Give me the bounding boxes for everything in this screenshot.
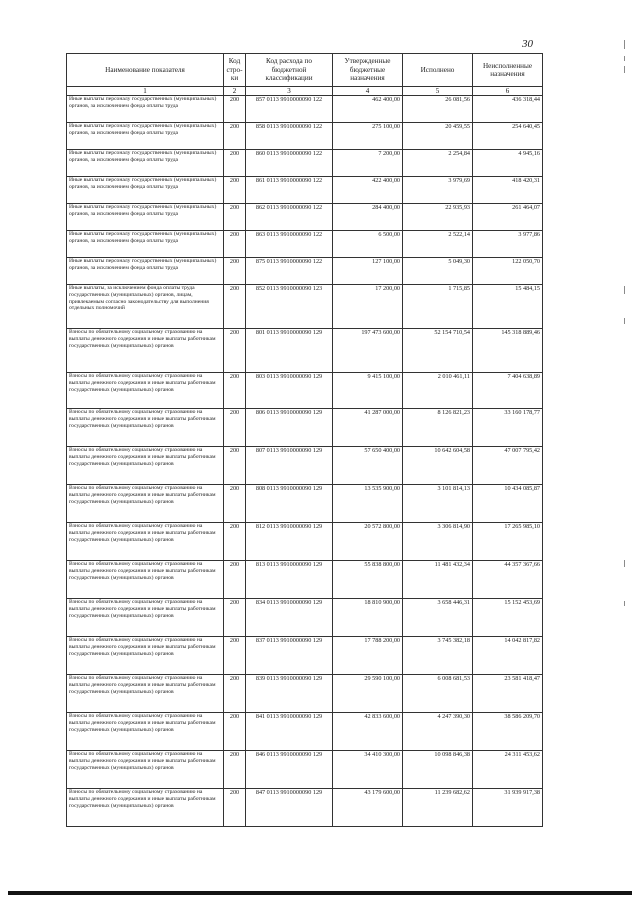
header-code: Код стро-ки bbox=[224, 54, 246, 87]
row-executed: 2 522,14 bbox=[403, 231, 473, 258]
row-approved: 17 200,00 bbox=[333, 285, 403, 329]
row-name: Взносы по обязательному социальному страхованию на выплаты денежного содержания и иные выплаты работникам государственных (муниципальных) органов bbox=[67, 713, 224, 751]
row-name: Иные выплаты, за исключением фонда оплаты труда государственных (муниципальных) органов, лицам, привлекаемым согласно законодательству для выполнения отдельных полномочий bbox=[67, 285, 224, 329]
row-unexecuted: 122 050,70 bbox=[473, 258, 543, 285]
row-classification: 806 0113 9910000090 129 bbox=[246, 409, 333, 447]
column-number: 4 bbox=[333, 87, 403, 96]
row-unexecuted: 15 484,15 bbox=[473, 285, 543, 329]
row-approved: 17 788 200,00 bbox=[333, 637, 403, 675]
row-approved: 18 810 900,00 bbox=[333, 599, 403, 637]
row-name: Взносы по обязательному социальному страхованию на выплаты денежного содержания и иные выплаты работникам государственных (муниципальных) органов bbox=[67, 485, 224, 523]
row-unexecuted: 418 420,31 bbox=[473, 177, 543, 204]
row-code: 200 bbox=[224, 150, 246, 177]
row-approved: 20 572 800,00 bbox=[333, 523, 403, 561]
row-unexecuted: 31 939 917,38 bbox=[473, 789, 543, 827]
row-classification: 801 0113 9910000090 129 bbox=[246, 329, 333, 373]
row-code: 200 bbox=[224, 561, 246, 599]
row-name: Иные выплаты персоналу государственных (муниципальных) органов, за исключением фонда оплаты труда bbox=[67, 150, 224, 177]
row-unexecuted: 261 464,07 bbox=[473, 204, 543, 231]
row-code: 200 bbox=[224, 123, 246, 150]
row-executed: 5 049,30 bbox=[403, 258, 473, 285]
row-classification: 863 0113 9910000090 122 bbox=[246, 231, 333, 258]
row-name: Взносы по обязательному социальному страхованию на выплаты денежного содержания и иные выплаты работникам государственных (муниципальных) органов bbox=[67, 409, 224, 447]
table-body bbox=[67, 96, 543, 827]
row-approved: 462 400,00 bbox=[333, 96, 403, 123]
row-approved: 7 200,00 bbox=[333, 150, 403, 177]
column-number: 6 bbox=[473, 87, 543, 96]
column-number: 3 bbox=[246, 87, 333, 96]
table-row bbox=[67, 231, 543, 258]
row-executed: 3 658 446,31 bbox=[403, 599, 473, 637]
table-row bbox=[67, 96, 543, 123]
row-unexecuted: 3 977,86 bbox=[473, 231, 543, 258]
table-header-row bbox=[67, 54, 543, 87]
row-executed: 6 008 681,53 bbox=[403, 675, 473, 713]
row-code: 200 bbox=[224, 789, 246, 827]
row-code: 200 bbox=[224, 409, 246, 447]
row-name: Взносы по обязательному социальному страхованию на выплаты денежного содержания и иные выплаты работникам государственных (муниципальных) органов bbox=[67, 789, 224, 827]
table-row bbox=[67, 523, 543, 561]
header-unexecuted: Неисполненные назначения bbox=[473, 54, 543, 87]
row-classification: 861 0113 9910000090 122 bbox=[246, 177, 333, 204]
table-row bbox=[67, 285, 543, 329]
row-code: 200 bbox=[224, 177, 246, 204]
row-executed: 8 126 821,23 bbox=[403, 409, 473, 447]
row-code: 200 bbox=[224, 258, 246, 285]
row-code: 200 bbox=[224, 447, 246, 485]
row-name: Взносы по обязательному социальному страхованию на выплаты денежного содержания и иные выплаты работникам государственных (муниципальных) органов bbox=[67, 447, 224, 485]
row-executed: 4 247 390,30 bbox=[403, 713, 473, 751]
row-executed: 11 481 432,34 bbox=[403, 561, 473, 599]
row-unexecuted: 436 318,44 bbox=[473, 96, 543, 123]
row-code: 200 bbox=[224, 485, 246, 523]
header-executed: Исполнено bbox=[403, 54, 473, 87]
row-executed: 1 715,85 bbox=[403, 285, 473, 329]
table-row bbox=[67, 637, 543, 675]
table-row bbox=[67, 789, 543, 827]
row-name: Взносы по обязательному социальному страхованию на выплаты денежного содержания и иные выплаты работникам государственных (муниципальных) органов bbox=[67, 637, 224, 675]
row-code: 200 bbox=[224, 523, 246, 561]
table-row bbox=[67, 675, 543, 713]
row-approved: 55 838 800,00 bbox=[333, 561, 403, 599]
row-code: 200 bbox=[224, 599, 246, 637]
row-unexecuted: 24 311 453,62 bbox=[473, 751, 543, 789]
row-classification: 860 0113 9910000090 122 bbox=[246, 150, 333, 177]
row-executed: 3 306 814,90 bbox=[403, 523, 473, 561]
row-approved: 43 179 600,00 bbox=[333, 789, 403, 827]
row-approved: 57 650 400,00 bbox=[333, 447, 403, 485]
row-name: Взносы по обязательному социальному страхованию на выплаты денежного содержания и иные выплаты работникам государственных (муниципальных) органов bbox=[67, 599, 224, 637]
table-row bbox=[67, 713, 543, 751]
table-row bbox=[67, 447, 543, 485]
table-row bbox=[67, 123, 543, 150]
row-code: 200 bbox=[224, 285, 246, 329]
row-executed: 10 642 604,58 bbox=[403, 447, 473, 485]
row-approved: 13 535 900,00 bbox=[333, 485, 403, 523]
header-classification: Код расхода по бюджетной классификации bbox=[246, 54, 333, 87]
row-classification: 813 0113 9910000090 129 bbox=[246, 561, 333, 599]
row-code: 200 bbox=[224, 231, 246, 258]
row-code: 200 bbox=[224, 637, 246, 675]
table-row bbox=[67, 561, 543, 599]
row-name: Взносы по обязательному социальному страхованию на выплаты денежного содержания и иные выплаты работникам государственных (муниципальных) органов bbox=[67, 751, 224, 789]
row-classification: 846 0113 9910000090 129 bbox=[246, 751, 333, 789]
row-unexecuted: 10 434 085,87 bbox=[473, 485, 543, 523]
column-number: 1 bbox=[67, 87, 224, 96]
page-number: 30 bbox=[522, 38, 533, 50]
row-classification: 839 0113 9910000090 129 bbox=[246, 675, 333, 713]
row-executed: 26 081,56 bbox=[403, 96, 473, 123]
row-executed: 3 101 814,13 bbox=[403, 485, 473, 523]
row-approved: 9 415 100,00 bbox=[333, 373, 403, 409]
row-unexecuted: 7 404 638,89 bbox=[473, 373, 543, 409]
row-classification: 862 0113 9910000090 122 bbox=[246, 204, 333, 231]
row-executed: 22 935,93 bbox=[403, 204, 473, 231]
row-approved: 34 410 300,00 bbox=[333, 751, 403, 789]
row-approved: 42 833 600,00 bbox=[333, 713, 403, 751]
row-code: 200 bbox=[224, 713, 246, 751]
row-executed: 2 254,84 bbox=[403, 150, 473, 177]
row-classification: 803 0113 9910000090 129 bbox=[246, 373, 333, 409]
row-name: Иные выплаты персоналу государственных (муниципальных) органов, за исключением фонда оплаты труда bbox=[67, 231, 224, 258]
row-unexecuted: 44 357 367,66 bbox=[473, 561, 543, 599]
row-classification: 834 0113 9910000090 129 bbox=[246, 599, 333, 637]
table-row bbox=[67, 329, 543, 373]
row-approved: 6 500,00 bbox=[333, 231, 403, 258]
row-code: 200 bbox=[224, 675, 246, 713]
row-unexecuted: 47 007 795,42 bbox=[473, 447, 543, 485]
row-name: Иные выплаты персоналу государственных (муниципальных) органов, за исключением фонда оплаты труда bbox=[67, 204, 224, 231]
column-number-row bbox=[67, 87, 543, 96]
row-unexecuted: 15 152 453,69 bbox=[473, 599, 543, 637]
row-approved: 284 400,00 bbox=[333, 204, 403, 231]
row-unexecuted: 254 640,45 bbox=[473, 123, 543, 150]
row-name: Взносы по обязательному социальному страхованию на выплаты денежного содержания и иные выплаты работникам государственных (муниципальных) органов bbox=[67, 523, 224, 561]
row-code: 200 bbox=[224, 204, 246, 231]
row-classification: 807 0113 9910000090 129 bbox=[246, 447, 333, 485]
table-row bbox=[67, 751, 543, 789]
row-executed: 3 979,69 bbox=[403, 177, 473, 204]
row-classification: 841 0113 9910000090 129 bbox=[246, 713, 333, 751]
scan-edge-bar bbox=[8, 891, 632, 895]
row-unexecuted: 23 581 418,47 bbox=[473, 675, 543, 713]
row-executed: 20 459,55 bbox=[403, 123, 473, 150]
row-name: Иные выплаты персоналу государственных (муниципальных) органов, за исключением фонда оплаты труда bbox=[67, 96, 224, 123]
row-name: Иные выплаты персоналу государственных (муниципальных) органов, за исключением фонда оплаты труда bbox=[67, 123, 224, 150]
row-name: Иные выплаты персоналу государственных (муниципальных) органов, за исключением фонда оплаты труда bbox=[67, 258, 224, 285]
row-approved: 197 473 600,00 bbox=[333, 329, 403, 373]
row-approved: 275 100,00 bbox=[333, 123, 403, 150]
row-executed: 10 098 846,38 bbox=[403, 751, 473, 789]
row-name: Взносы по обязательному социальному страхованию на выплаты денежного содержания и иные выплаты работникам государственных (муниципальных) органов bbox=[67, 373, 224, 409]
row-unexecuted: 145 318 889,46 bbox=[473, 329, 543, 373]
row-unexecuted: 33 160 178,77 bbox=[473, 409, 543, 447]
table-row bbox=[67, 373, 543, 409]
table-row bbox=[67, 150, 543, 177]
row-approved: 127 100,00 bbox=[333, 258, 403, 285]
row-unexecuted: 14 042 817,82 bbox=[473, 637, 543, 675]
row-name: Иные выплаты персоналу государственных (муниципальных) органов, за исключением фонда оплаты труда bbox=[67, 177, 224, 204]
row-approved: 29 590 100,00 bbox=[333, 675, 403, 713]
table-row bbox=[67, 485, 543, 523]
budget-report-table bbox=[66, 53, 543, 827]
row-unexecuted: 17 265 985,10 bbox=[473, 523, 543, 561]
row-unexecuted: 4 945,16 bbox=[473, 150, 543, 177]
row-classification: 837 0113 9910000090 129 bbox=[246, 637, 333, 675]
row-classification: 858 0113 9910000090 122 bbox=[246, 123, 333, 150]
row-approved: 422 400,00 bbox=[333, 177, 403, 204]
row-executed: 3 745 382,18 bbox=[403, 637, 473, 675]
row-code: 200 bbox=[224, 373, 246, 409]
row-approved: 41 287 000,00 bbox=[333, 409, 403, 447]
row-classification: 847 0113 9910000090 129 bbox=[246, 789, 333, 827]
row-classification: 857 0113 9910000090 122 bbox=[246, 96, 333, 123]
column-number: 5 bbox=[403, 87, 473, 96]
row-name: Взносы по обязательному социальному страхованию на выплаты денежного содержания и иные выплаты работникам государственных (муниципальных) органов bbox=[67, 675, 224, 713]
row-classification: 812 0113 9910000090 129 bbox=[246, 523, 333, 561]
row-executed: 2 010 461,11 bbox=[403, 373, 473, 409]
row-classification: 808 0113 9910000090 129 bbox=[246, 485, 333, 523]
row-executed: 11 239 682,62 bbox=[403, 789, 473, 827]
table-row bbox=[67, 409, 543, 447]
row-code: 200 bbox=[224, 751, 246, 789]
table-row bbox=[67, 599, 543, 637]
row-name: Взносы по обязательному социальному страхованию на выплаты денежного содержания и иные выплаты работникам государственных (муниципальных) органов bbox=[67, 329, 224, 373]
column-number: 2 bbox=[224, 87, 246, 96]
row-code: 200 bbox=[224, 329, 246, 373]
row-code: 200 bbox=[224, 96, 246, 123]
table-row bbox=[67, 204, 543, 231]
header-approved: Утвержденные бюджетные назначения bbox=[333, 54, 403, 87]
header-name: Наименование показателя bbox=[67, 54, 224, 87]
row-unexecuted: 38 586 209,70 bbox=[473, 713, 543, 751]
row-classification: 852 0113 9910000090 123 bbox=[246, 285, 333, 329]
row-classification: 875 0113 9910000090 122 bbox=[246, 258, 333, 285]
row-name: Взносы по обязательному социальному страхованию на выплаты денежного содержания и иные выплаты работникам государственных (муниципальных) органов bbox=[67, 561, 224, 599]
table-row bbox=[67, 177, 543, 204]
table-row bbox=[67, 258, 543, 285]
row-executed: 52 154 710,54 bbox=[403, 329, 473, 373]
